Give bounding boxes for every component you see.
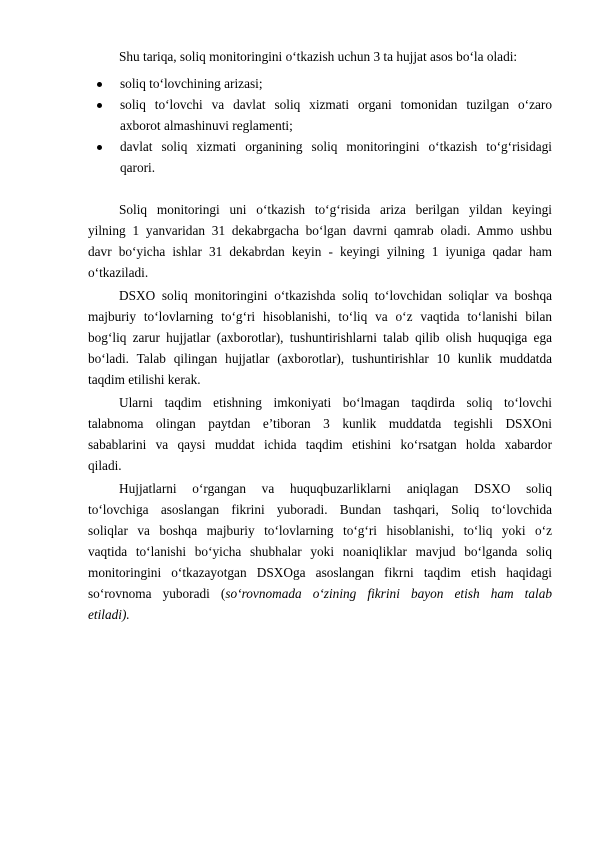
paragraph-line: bo‘ladi. Talab qilingan hujjatlar (axborotlar), tushuntirishlar 10 kunlik muddatda: [88, 351, 552, 366]
bullet-dot-icon: [97, 145, 102, 150]
paragraph-line-mixed: [88, 583, 552, 604]
paragraph-line: monitoringini o‘tkazayotgan DSXOga asoslangan fikrni taqdim etish haqidagi: [88, 565, 552, 580]
paragraph-line: Hujjatlarni o‘rgangan va huquqbuzarliklarni aniqlagan DSXO soliq: [119, 481, 552, 496]
paragraph-line: Ularni taqdim etishning imkoniyati bo‘lmagan taqdirda soliq to‘lovchi: [119, 395, 552, 410]
paragraph-line: yilning 1 yanvaridan 31 dekabrgacha bo‘lgan davrni qamrab oladi. Ammo ushbu: [88, 223, 552, 238]
bullet-item: [88, 73, 552, 94]
italic-text-segment: so‘rovnomada o‘zining fikrini bayon etish ham talab: [225, 586, 552, 601]
paragraph-line: davr bo‘yicha ishlar 31 dekabrdan keyin - keyingi yilning 1 iyuniga qadar ham: [88, 244, 552, 259]
bullet-line: qarori.: [120, 160, 156, 175]
paragraph-line: soliqlar va boshqa majburiy to‘lovlarning to‘g‘ri hisoblanishi, to‘liq yoki o‘z: [88, 523, 552, 538]
bullet-line: axborot almashinuvi reglamenti;: [120, 118, 293, 133]
bullet-dot-icon: [97, 82, 102, 87]
paragraph-line: to‘lovchiga asoslangan fikrini yuboradi. Bundan tashqari, Soliq to‘lovchida: [88, 502, 552, 517]
paragraph-monitoring-period: [88, 199, 552, 283]
paragraph-line: taqdim etilishi kerak.: [88, 372, 201, 387]
bullet-line: davlat soliq xizmati organining soliq monitoringini o‘tkazish to‘g‘risidagi: [120, 139, 552, 154]
paragraph-line: Soliq monitoringi uni o‘tkazish to‘g‘risida ariza berilgan yildan keyingi: [119, 202, 552, 217]
bullet-item: [88, 136, 552, 178]
paragraph-line: o‘tkaziladi.: [88, 265, 149, 280]
paragraph-line: talabnoma olingan paytdan e’tiboran 3 kunlik muddatda tegishli DSXOni: [88, 416, 552, 431]
document-body: [88, 46, 552, 625]
paragraph-reasoned-opinion: [88, 478, 552, 625]
bullet-line: soliq to‘lovchi va davlat soliq xizmati organi tomonidan tuzilgan o‘zaro: [120, 97, 552, 112]
paragraph-line: bog‘liq zarur hujjatlar (axborotlar), tushuntirishlarni talab qilib olish huquqiga ega: [88, 330, 552, 345]
intro-text: Shu tariqa, soliq monitoringini o‘tkazish uchun 3 ta hujjat asos bo‘la oladi:: [119, 49, 518, 64]
bullet-dot-icon: [97, 103, 102, 108]
paragraph-line: qiladi.: [88, 458, 122, 473]
paragraph-notification: [88, 392, 552, 476]
paragraph-text-segment: so‘rovnoma yuboradi (: [88, 586, 226, 601]
bullet-item: [88, 94, 552, 136]
paragraph-line: sabablarini va qaysi muddat ichida taqdim etishini ko‘rsatgan holda xabardor: [88, 437, 552, 452]
paragraph-line: majburiy to‘lovlarning to‘g‘ri hisoblanishi, to‘liq va o‘z vaqtida to‘lanishi bilan: [88, 309, 552, 324]
spacer: [88, 178, 552, 199]
paragraph-document-request: [88, 285, 552, 390]
italic-text-segment: etiladi).: [88, 607, 130, 622]
paragraph-line: vaqtida to‘lanishi bo‘yicha shubhalar yoki noaniqliklar mavjud bo‘lganda soliq: [88, 544, 552, 559]
bullet-line: soliq to‘lovchining arizasi;: [120, 76, 263, 91]
paragraph-line: DSXO soliq monitoringini o‘tkazishda soliq to‘lovchidan soliqlar va boshqa: [119, 288, 552, 303]
